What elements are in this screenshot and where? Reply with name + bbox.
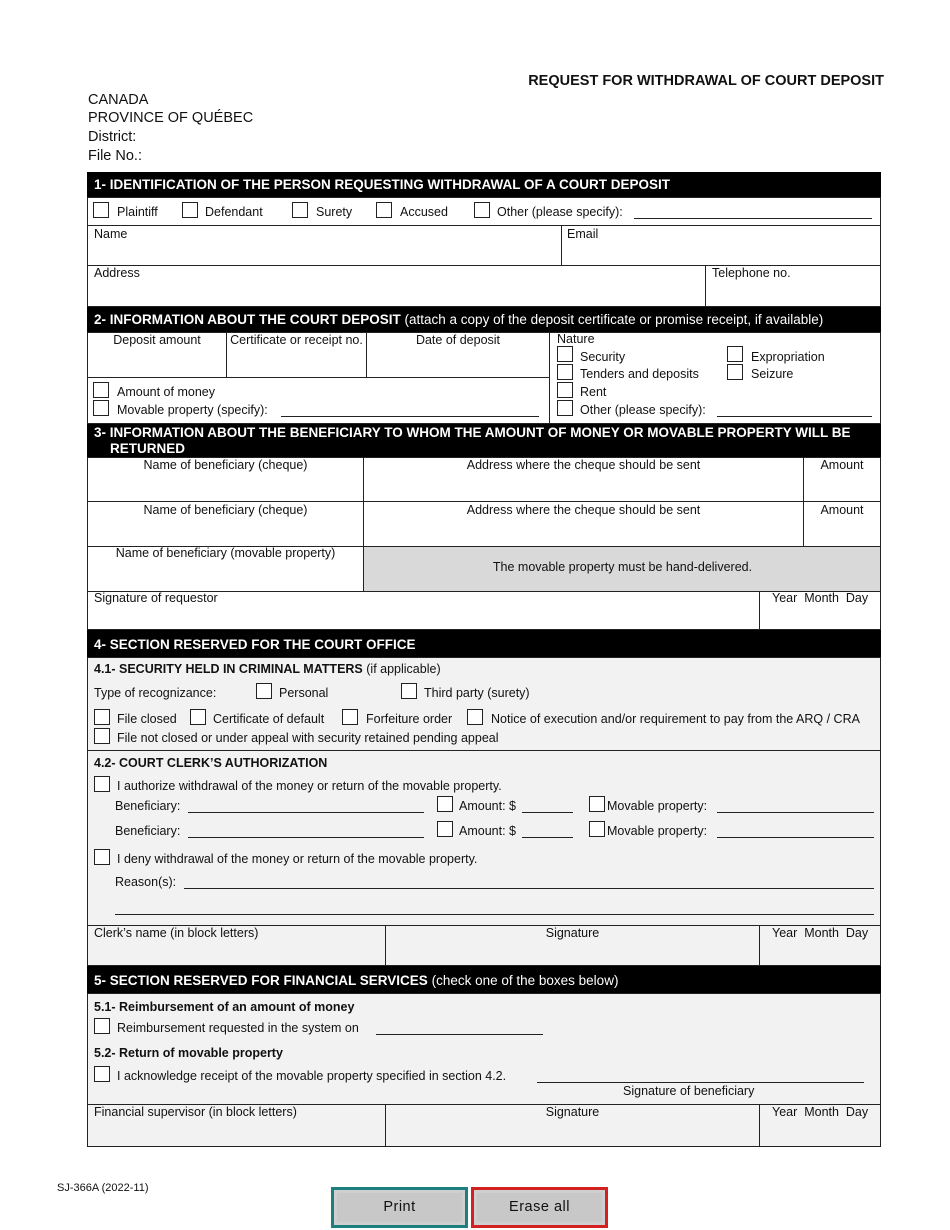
deposit-amount-label: Deposit amount — [113, 333, 201, 347]
section-2-header: 2- INFORMATION ABOUT THE COURT DEPOSIT (attach a copy of the deposit certificate or promise receipt, if available) — [87, 307, 881, 332]
notice-checkbox[interactable] — [467, 709, 483, 725]
security-checkbox[interactable] — [557, 346, 573, 362]
document-title: REQUEST FOR WITHDRAWAL OF COURT DEPOSIT — [528, 73, 884, 89]
seizure-checkbox[interactable] — [727, 364, 743, 380]
hand-delivered-note: The movable property must be hand-delivered. — [492, 560, 753, 574]
amount-label-2: Amount — [820, 503, 864, 517]
supervisor-label: Financial supervisor (in block letters) — [94, 1105, 297, 1119]
reimbursement-checkbox[interactable] — [94, 1018, 110, 1034]
accused-checkbox[interactable] — [376, 202, 392, 218]
other-specify-field[interactable] — [634, 218, 872, 219]
name-label: Name — [94, 227, 128, 241]
deny-checkbox[interactable] — [94, 849, 110, 865]
reasons-field-1[interactable] — [184, 888, 874, 889]
telephone-label: Telephone no. — [712, 266, 791, 280]
beneficiary-signature-field[interactable] — [537, 1082, 864, 1083]
email-label: Email — [567, 227, 599, 241]
address-cheque-label-2: Address where the cheque should be sent — [466, 503, 701, 517]
movable-specify-field[interactable] — [281, 416, 539, 417]
amount-label-4-1: Amount: $ — [459, 799, 516, 813]
requestor-date-label: Year Month Day — [772, 591, 869, 605]
clerk-signature-label: Signature — [545, 926, 600, 940]
defendant-label: Defendant — [205, 205, 263, 219]
movable-checkbox-2[interactable] — [589, 821, 605, 837]
amount-money-checkbox[interactable] — [93, 382, 109, 398]
nature-other-label: Other (please specify): — [580, 403, 706, 417]
tenders-label: Tenders and deposits — [580, 367, 699, 381]
erase-all-button[interactable]: Erase all — [471, 1187, 608, 1228]
amount-label-4-2: Amount: $ — [459, 824, 516, 838]
not-closed-checkbox[interactable] — [94, 728, 110, 744]
header-country: CANADA — [88, 92, 149, 108]
supervisor-signature-label: Signature — [545, 1105, 600, 1119]
section-4-header: 4- SECTION RESERVED FOR THE COURT OFFICE — [87, 630, 881, 657]
plaintiff-checkbox[interactable] — [93, 202, 109, 218]
movable-label-1: Movable property: — [607, 799, 708, 813]
certificate-label: Certificate or receipt no. — [230, 333, 363, 347]
movable-field-2[interactable] — [717, 837, 874, 838]
defendant-checkbox[interactable] — [182, 202, 198, 218]
s41-title: 4.1- SECURITY HELD IN CRIMINAL MATTERS (if applicable) — [94, 662, 441, 676]
beneficiary-signature-label: Signature of beneficiary — [623, 1084, 755, 1098]
s42-title: 4.2- COURT CLERK’S AUTHORIZATION — [94, 756, 328, 770]
amount-label-1: Amount — [820, 458, 864, 472]
movable-property-label: Movable property (specify): — [117, 403, 268, 417]
supervisor-date-label: Year Month Day — [772, 1105, 869, 1119]
cert-default-label: Certificate of default — [213, 712, 325, 726]
print-button[interactable]: Print — [331, 1187, 468, 1228]
divider — [87, 225, 881, 226]
recognizance-label: Type of recognizance: — [94, 686, 217, 700]
amount-checkbox-2[interactable] — [437, 821, 453, 837]
seizure-label: Seizure — [751, 367, 794, 381]
form-code: SJ-366A (2022-11) — [57, 1182, 149, 1194]
address-label: Address — [94, 266, 140, 280]
file-closed-checkbox[interactable] — [94, 709, 110, 725]
security-label: Security — [580, 350, 626, 364]
surety-label: Surety — [316, 205, 353, 219]
divider — [549, 332, 550, 424]
third-party-label: Third party (surety) — [424, 686, 530, 700]
reimbursement-label: Reimbursement requested in the system on — [117, 1021, 359, 1035]
not-closed-label: File not closed or under appeal with security retained pending appeal — [117, 731, 499, 745]
amount-field-2[interactable] — [522, 837, 573, 838]
divider — [759, 925, 760, 966]
personal-checkbox[interactable] — [256, 683, 272, 699]
beneficiary-field-2[interactable] — [188, 837, 424, 838]
deny-label: I deny withdrawal of the money or return of the movable property. — [117, 852, 478, 866]
accused-label: Accused — [400, 205, 448, 219]
file-closed-label: File closed — [117, 712, 177, 726]
divider — [759, 1104, 760, 1147]
date-deposit-label: Date of deposit — [415, 333, 501, 347]
amount-checkbox-1[interactable] — [437, 796, 453, 812]
section-5-header: 5- SECTION RESERVED FOR FINANCIAL SERVICES (check one of the boxes below) — [87, 966, 881, 993]
beneficiary-cheque-label-1: Name of beneficiary (cheque) — [143, 458, 308, 472]
personal-label: Personal — [279, 686, 329, 700]
third-party-checkbox[interactable] — [401, 683, 417, 699]
nature-other-checkbox[interactable] — [557, 400, 573, 416]
rent-label: Rent — [580, 385, 607, 399]
beneficiary-cheque-label-2: Name of beneficiary (cheque) — [143, 503, 308, 517]
nature-label: Nature — [557, 332, 595, 346]
movable-field-1[interactable] — [717, 812, 874, 813]
movable-label-2: Movable property: — [607, 824, 708, 838]
clerk-date-label: Year Month Day — [772, 926, 869, 940]
signature-requestor-label: Signature of requestor — [94, 591, 218, 605]
other-label: Other (please specify): — [497, 205, 623, 219]
divider — [87, 377, 549, 378]
beneficiary-field-1[interactable] — [188, 812, 424, 813]
header-province: PROVINCE OF QUÉBEC — [88, 110, 254, 126]
expropriation-label: Expropriation — [751, 350, 825, 364]
movable-property-checkbox[interactable] — [93, 400, 109, 416]
forfeiture-checkbox[interactable] — [342, 709, 358, 725]
plaintiff-label: Plaintiff — [117, 205, 158, 219]
movable-checkbox-1[interactable] — [589, 796, 605, 812]
divider — [561, 225, 562, 265]
divider — [87, 501, 881, 502]
header-district: District: — [88, 129, 137, 145]
authorize-label: I authorize withdrawal of the money or return of the movable property. — [117, 779, 502, 793]
cert-default-checkbox[interactable] — [190, 709, 206, 725]
reasons-field-2[interactable] — [115, 914, 874, 915]
beneficiary-label-1: Beneficiary: — [115, 799, 181, 813]
expropriation-checkbox[interactable] — [727, 346, 743, 362]
reimbursement-date-field[interactable] — [376, 1034, 543, 1035]
s51-title: 5.1- Reimbursement of an amount of money — [94, 1000, 355, 1014]
other-checkbox[interactable] — [474, 202, 490, 218]
surety-checkbox[interactable] — [292, 202, 308, 218]
divider — [705, 265, 706, 307]
forfeiture-label: Forfeiture order — [366, 712, 453, 726]
divider — [759, 591, 760, 630]
address-cheque-label-1: Address where the cheque should be sent — [466, 458, 701, 472]
reasons-label: Reason(s): — [115, 875, 177, 889]
beneficiary-movable-label: Name of beneficiary (movable property) — [115, 546, 336, 560]
amount-field-1[interactable] — [522, 812, 573, 813]
section-3-header: 3- INFORMATION ABOUT THE BENEFICIARY TO WHOM THE AMOUNT OF MONEY OR MOVABLE PROPERTY WILL BE RETURNED — [87, 424, 881, 457]
rent-checkbox[interactable] — [557, 382, 573, 398]
divider — [87, 750, 881, 751]
notice-label: Notice of execution and/or requirement to pay from the ARQ / CRA — [491, 712, 860, 726]
beneficiary-label-2: Beneficiary: — [115, 824, 181, 838]
tenders-checkbox[interactable] — [557, 364, 573, 380]
nature-other-field[interactable] — [717, 416, 872, 417]
authorize-checkbox[interactable] — [94, 776, 110, 792]
clerk-name-label: Clerk’s name (in block letters) — [94, 926, 259, 940]
acknowledge-label: I acknowledge receipt of the movable property specified in section 4.2. — [117, 1069, 507, 1083]
acknowledge-checkbox[interactable] — [94, 1066, 110, 1082]
amount-money-label: Amount of money — [117, 385, 215, 399]
header-file-no: File No.: — [88, 148, 142, 164]
s52-title: 5.2- Return of movable property — [94, 1046, 283, 1060]
section-1-header: 1- IDENTIFICATION OF THE PERSON REQUESTING WITHDRAWAL OF A COURT DEPOSIT — [87, 172, 881, 197]
